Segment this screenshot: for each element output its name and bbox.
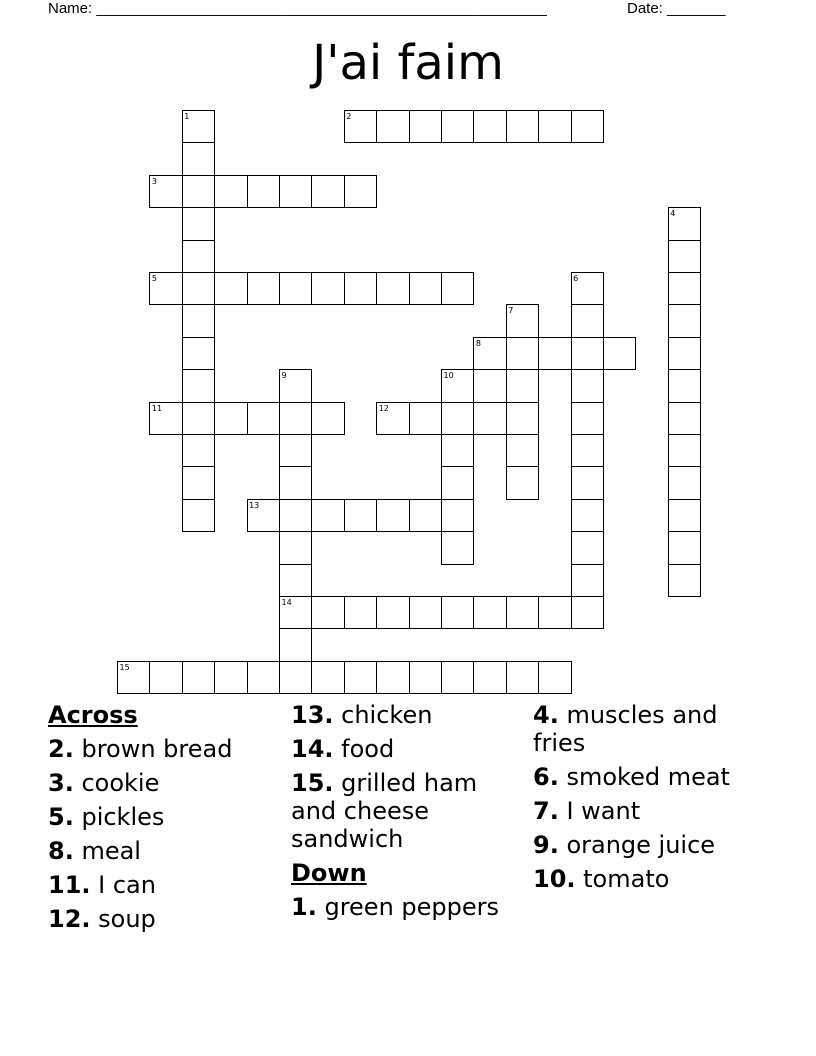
grid-cell[interactable] — [441, 402, 474, 435]
grid-cell[interactable] — [376, 499, 409, 532]
clue-number-label: 6 — [573, 274, 579, 283]
clue-number: 9. — [533, 831, 559, 859]
grid-cell[interactable] — [668, 240, 701, 273]
grid-cell[interactable] — [571, 337, 604, 370]
grid-cell[interactable] — [344, 175, 377, 208]
clue-column-3 — [533, 701, 768, 899]
clue-text: grilled ham and cheese sandwich — [291, 769, 478, 853]
grid-cell[interactable] — [311, 175, 344, 208]
grid-cell[interactable] — [668, 466, 701, 499]
clue-item — [533, 797, 768, 825]
clue-text: soup — [90, 905, 156, 933]
date-label: Date: _______ — [627, 0, 726, 17]
grid-cell[interactable] — [182, 499, 215, 532]
grid-cell[interactable] — [538, 110, 571, 143]
clue-item — [48, 735, 283, 763]
grid-cell[interactable] — [441, 272, 474, 305]
grid-cell[interactable] — [311, 596, 344, 629]
grid-cell[interactable] — [668, 304, 701, 337]
grid-cell[interactable] — [279, 272, 312, 305]
clue-text: I can — [90, 871, 156, 899]
grid-cell[interactable] — [668, 337, 701, 370]
clue-column-2 — [291, 701, 526, 927]
clue-number-label: 14 — [281, 598, 292, 607]
clue-item — [48, 905, 283, 933]
grid-cell[interactable] — [538, 596, 571, 629]
grid-cell[interactable] — [279, 531, 312, 564]
clue-number: 15. — [291, 769, 334, 797]
grid-cell[interactable] — [214, 661, 247, 694]
clue-text: I want — [558, 797, 641, 825]
grid-cell[interactable] — [279, 628, 312, 661]
clue-number: 1. — [291, 893, 317, 921]
clue-item — [291, 893, 526, 921]
grid-cell[interactable] — [279, 499, 312, 532]
grid-cell[interactable] — [441, 661, 474, 694]
clue-number: 10. — [533, 865, 576, 893]
grid-cell[interactable] — [311, 661, 344, 694]
clue-number-label: 8 — [475, 338, 481, 348]
clue-heading: Down — [291, 859, 367, 887]
grid-cell[interactable] — [571, 369, 604, 402]
clue-number: 13. — [291, 701, 334, 729]
clue-number: 3. — [48, 769, 74, 797]
grid-cell[interactable] — [182, 272, 215, 305]
grid-cell[interactable] — [409, 272, 442, 305]
grid-cell[interactable] — [344, 499, 377, 532]
clue-number-label: 4 — [670, 209, 676, 219]
clue-number: 6. — [533, 763, 559, 791]
grid-cell[interactable] — [182, 240, 215, 273]
grid-cell[interactable] — [247, 661, 280, 694]
grid-cell[interactable] — [149, 661, 182, 694]
clue-number: 14. — [291, 735, 334, 763]
clue-number-label: 15 — [119, 662, 130, 672]
grid-cell[interactable] — [279, 466, 312, 499]
grid-cell[interactable] — [571, 434, 604, 467]
grid-cell[interactable] — [668, 531, 701, 564]
clue-text: meal — [73, 837, 141, 865]
grid-cell[interactable] — [214, 402, 247, 435]
grid-cell[interactable] — [571, 304, 604, 337]
clue-number: 12. — [48, 905, 91, 933]
grid-cell[interactable] — [506, 434, 539, 467]
clue-text: brown bread — [73, 735, 233, 763]
grid-cell[interactable] — [603, 337, 636, 370]
grid-cell[interactable] — [668, 402, 701, 435]
name-label: Name: ______________________________________________________ — [48, 0, 547, 17]
grid-cell[interactable] — [668, 272, 701, 305]
clue-text: chicken — [333, 701, 433, 729]
clue-item — [291, 769, 526, 853]
clue-number-label: 11 — [151, 403, 163, 413]
grid-cell[interactable] — [311, 499, 344, 532]
grid-cell[interactable] — [409, 499, 442, 532]
grid-cell[interactable] — [344, 596, 377, 629]
grid-cell[interactable] — [279, 175, 312, 208]
clue-text: smoked meat — [558, 763, 730, 791]
grid-cell[interactable] — [473, 110, 506, 143]
grid-cell[interactable] — [182, 466, 215, 499]
clue-number-label: 9 — [281, 371, 287, 381]
clue-number: 2. — [48, 735, 74, 763]
grid-cell[interactable] — [182, 369, 215, 402]
page-title: J'ai faim — [312, 35, 504, 91]
grid-cell[interactable] — [441, 434, 474, 467]
grid-cell[interactable] — [538, 661, 571, 694]
grid-cell[interactable] — [571, 110, 604, 143]
grid-cell[interactable] — [668, 369, 701, 402]
grid-cell[interactable] — [247, 175, 280, 208]
grid-cell[interactable] — [376, 661, 409, 694]
grid-cell[interactable] — [506, 110, 539, 143]
grid-cell[interactable] — [409, 661, 442, 694]
grid-cell[interactable] — [182, 337, 215, 370]
grid-cell[interactable] — [182, 661, 215, 694]
grid-cell[interactable] — [668, 499, 701, 532]
grid-cell[interactable] — [441, 499, 474, 532]
grid-cell[interactable] — [247, 402, 280, 435]
grid-cell[interactable] — [506, 596, 539, 629]
grid-cell[interactable] — [473, 402, 506, 435]
grid-cell[interactable] — [344, 272, 377, 305]
grid-cell[interactable] — [571, 499, 604, 532]
clue-text: orange juice — [558, 831, 716, 859]
clue-number-label: 7 — [508, 306, 514, 316]
grid-cell[interactable] — [311, 402, 344, 435]
grid-cell[interactable] — [668, 564, 701, 597]
clue-number: 11. — [48, 871, 91, 899]
clue-number-label: 1 — [184, 112, 190, 121]
clue-item — [291, 701, 526, 729]
grid-cell[interactable] — [311, 272, 344, 305]
grid-cell[interactable] — [214, 175, 247, 208]
clue-heading: Across — [48, 701, 138, 729]
grid-cell[interactable] — [571, 466, 604, 499]
grid-cell[interactable] — [182, 402, 215, 435]
grid-cell[interactable] — [279, 564, 312, 597]
clue-item — [48, 871, 283, 899]
grid-cell[interactable] — [376, 272, 409, 305]
clue-number: 7. — [533, 797, 559, 825]
grid-cell[interactable] — [279, 402, 312, 435]
grid-cell[interactable] — [247, 272, 280, 305]
grid-cell[interactable] — [668, 434, 701, 467]
clue-number-label: 2 — [346, 112, 352, 121]
clue-item — [533, 701, 768, 757]
grid-cell[interactable] — [182, 304, 215, 337]
clue-number-label: 3 — [151, 176, 157, 186]
grid-cell[interactable] — [506, 402, 539, 435]
clue-text: pickles — [73, 803, 165, 831]
grid-cell[interactable] — [279, 661, 312, 694]
grid-cell[interactable] — [409, 596, 442, 629]
grid-cell[interactable] — [473, 596, 506, 629]
grid-cell[interactable] — [506, 369, 539, 402]
clue-text: muscles and fries — [533, 701, 718, 757]
grid-cell[interactable] — [506, 337, 539, 370]
clue-number-label: 5 — [151, 274, 157, 283]
grid-cell[interactable] — [571, 402, 604, 435]
clue-text: cookie — [73, 769, 160, 797]
grid-cell[interactable] — [506, 466, 539, 499]
clue-text: tomato — [575, 865, 670, 893]
grid-cell[interactable] — [279, 434, 312, 467]
grid-cell[interactable] — [571, 596, 604, 629]
clue-number: 8. — [48, 837, 74, 865]
clue-number: 4. — [533, 701, 559, 729]
clue-item — [533, 831, 768, 859]
grid-cell[interactable] — [376, 596, 409, 629]
clue-item — [533, 865, 768, 893]
grid-cell[interactable] — [571, 531, 604, 564]
grid-cell[interactable] — [409, 110, 442, 143]
clue-item — [533, 763, 768, 791]
grid-cell[interactable] — [344, 661, 377, 694]
grid-cell[interactable] — [409, 402, 442, 435]
clue-text: green peppers — [316, 893, 500, 921]
clue-number-label: 10 — [443, 371, 454, 381]
grid-cell[interactable] — [182, 175, 215, 208]
grid-cell[interactable] — [376, 110, 409, 143]
clue-item — [48, 769, 283, 797]
clue-item — [291, 735, 526, 763]
clue-column-1 — [48, 701, 283, 939]
grid-cell[interactable] — [441, 596, 474, 629]
grid-cell[interactable] — [182, 434, 215, 467]
grid-cell[interactable] — [182, 207, 215, 240]
grid-cell[interactable] — [214, 272, 247, 305]
clue-number: 5. — [48, 803, 74, 831]
grid-cell[interactable] — [182, 142, 215, 175]
clue-number-label: 12 — [378, 403, 389, 413]
grid-cell[interactable] — [441, 531, 474, 564]
clue-item — [48, 803, 283, 831]
grid-cell[interactable] — [571, 564, 604, 597]
grid-cell[interactable] — [538, 337, 571, 370]
grid-cell[interactable] — [441, 466, 474, 499]
clue-item — [48, 837, 283, 865]
name-date-line — [48, 0, 748, 18]
clue-number-label: 13 — [249, 500, 260, 510]
grid-cell[interactable] — [473, 661, 506, 694]
grid-cell[interactable] — [441, 110, 474, 143]
clue-text: food — [333, 735, 395, 763]
grid-cell[interactable] — [506, 661, 539, 694]
